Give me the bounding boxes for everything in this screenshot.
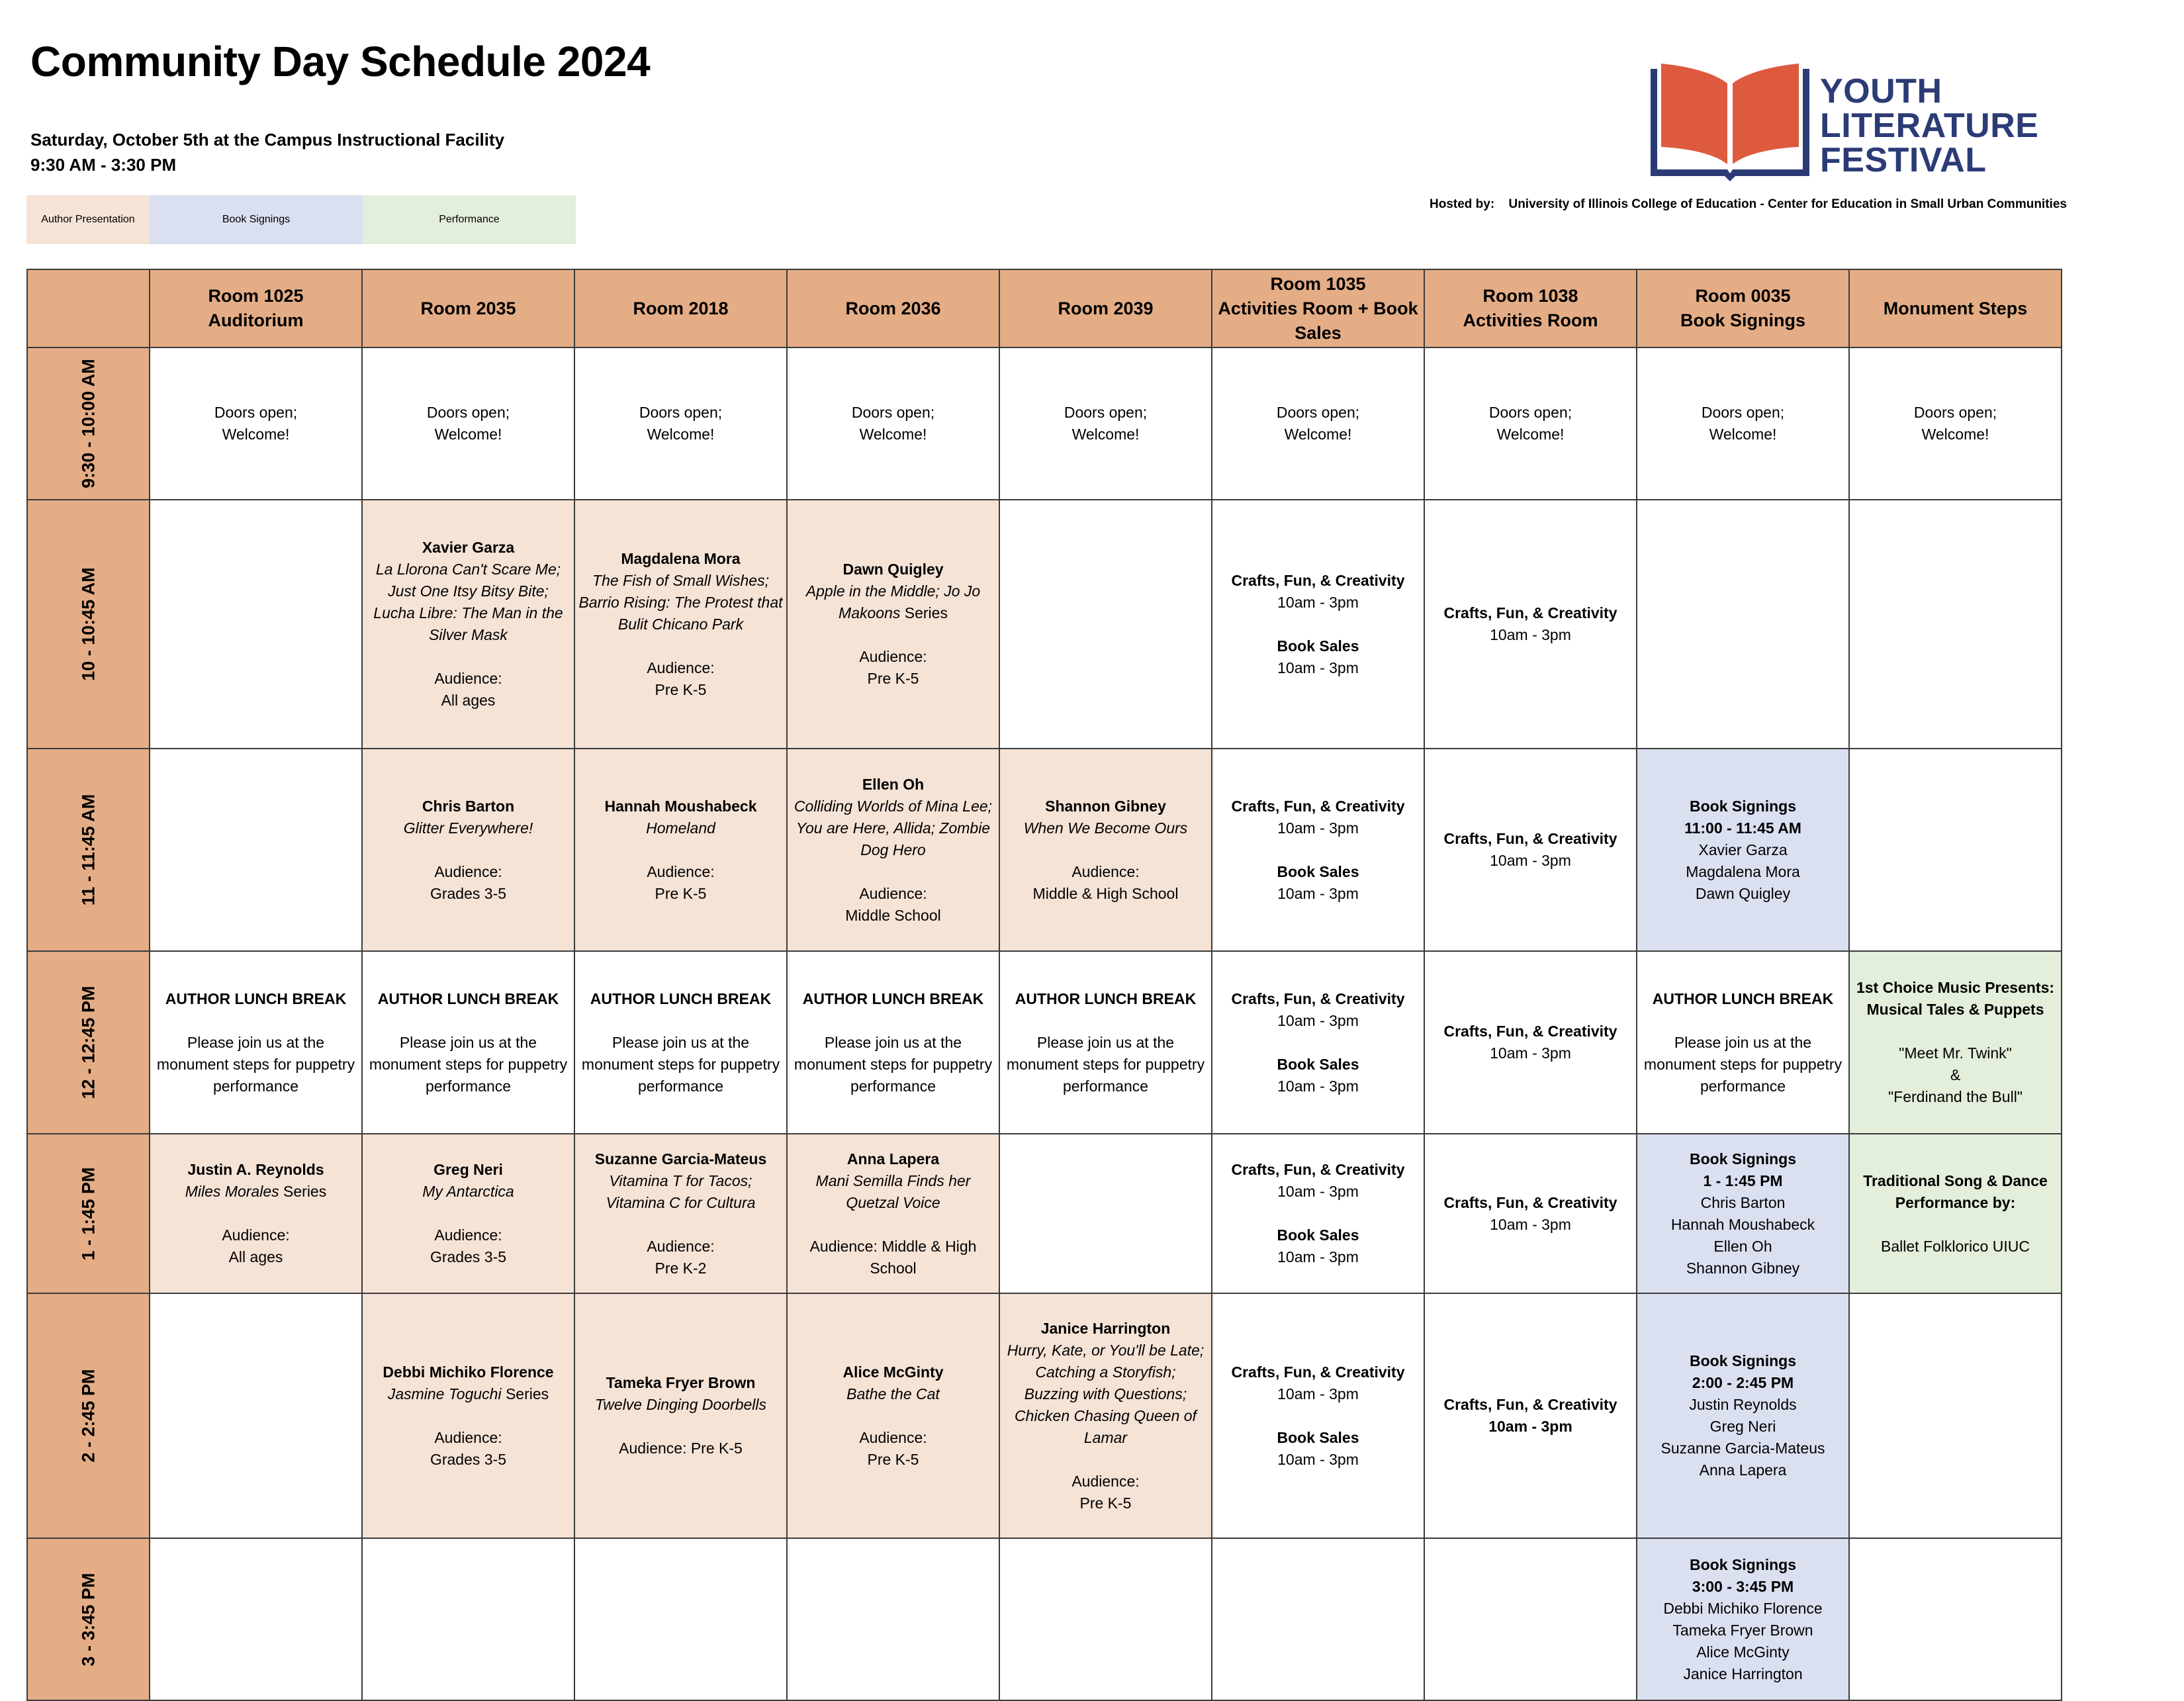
time-slot: 12 - 12:45 PM bbox=[27, 951, 150, 1134]
schedule-cell: Doors open; Welcome! bbox=[787, 347, 999, 500]
schedule-cell bbox=[150, 500, 362, 749]
schedule-table bbox=[26, 269, 2062, 1701]
column-header: Monument Steps bbox=[1849, 269, 2062, 347]
schedule-cell bbox=[999, 1134, 1212, 1293]
schedule-cell: Doors open; Welcome! bbox=[362, 347, 574, 500]
author-session: Tameka Fryer Brown Twelve Dinging Doorbells Audience: Pre K-5 bbox=[574, 1293, 787, 1538]
room-header-row bbox=[27, 269, 2062, 347]
crafts-cell: Crafts, Fun, & Creativity 10am - 3pm bbox=[1424, 951, 1637, 1134]
author-session: Janice Harrington Hurry, Kate, or You'll be Late; Catching a Storyfish; Buzzing with Questions; Chicken Chasing Queen of Lamar Audience: Pre K-5 bbox=[999, 1293, 1212, 1538]
lunch-break-cell: AUTHOR LUNCH BREAK Please join us at the monument steps for puppetry performance bbox=[999, 951, 1212, 1134]
schedule-cell bbox=[1212, 1538, 1424, 1700]
crafts-cell: Crafts, Fun, & Creativity 10am - 3pm bbox=[1424, 749, 1637, 951]
page-title: Community Day Schedule 2024 bbox=[30, 38, 651, 85]
author-session: Justin A. Reynolds Miles Morales Series Audience: All ages bbox=[150, 1134, 362, 1293]
author-session: Shannon Gibney When We Become Ours Audience: Middle & High School bbox=[999, 749, 1212, 951]
book-signing-session: Book Signings 2:00 - 2:45 PM Justin Reynolds Greg Neri Suzanne Garcia-Mateus Anna Lapera bbox=[1637, 1293, 1849, 1538]
time-slot: 3 - 3:45 PM bbox=[27, 1538, 150, 1700]
hosted-by-label: Hosted by: bbox=[1430, 197, 1495, 211]
time-slot: 10 - 10:45 AM bbox=[27, 500, 150, 749]
author-session: Hannah Moushabeck Homeland Audience: Pre K-5 bbox=[574, 749, 787, 951]
time-row bbox=[27, 1293, 2062, 1538]
legend-author-presentation: Author Presentation bbox=[26, 195, 150, 244]
author-session: Suzanne Garcia-Mateus Vitamina T for Tacos; Vitamina C for Cultura Audience: Pre K-2 bbox=[574, 1134, 787, 1293]
crafts-cell: Crafts, Fun, & Creativity 10am - 3pm bbox=[1424, 1134, 1637, 1293]
time-slot: 9:30 - 10:00 AM bbox=[27, 347, 150, 500]
schedule-cell: Doors open; Welcome! bbox=[574, 347, 787, 500]
lunch-break-cell: AUTHOR LUNCH BREAK Please join us at the monument steps for puppetry performance bbox=[1637, 951, 1849, 1134]
event-details bbox=[30, 127, 504, 177]
hosted-by bbox=[1430, 197, 2067, 212]
schedule-cell bbox=[1637, 500, 1849, 749]
column-header: Room 1035 Activities Room + Book Sales bbox=[1212, 269, 1424, 347]
crafts-cell: Crafts, Fun, & Creativity 10am - 3pm Book Sales 10am - 3pm bbox=[1212, 500, 1424, 749]
schedule-cell bbox=[150, 1538, 362, 1700]
time-slot: 1 - 1:45 PM bbox=[27, 1134, 150, 1293]
crafts-cell: Crafts, Fun, & Creativity 10am - 3pm Book Sales 10am - 3pm bbox=[1212, 749, 1424, 951]
schedule-cell bbox=[1849, 749, 2062, 951]
lunch-break-cell: AUTHOR LUNCH BREAK Please join us at the monument steps for puppetry performance bbox=[362, 951, 574, 1134]
column-header: Room 1038 Activities Room bbox=[1424, 269, 1637, 347]
crafts-cell: Crafts, Fun, & Creativity 10am - 3pm bbox=[1424, 1293, 1637, 1538]
schedule-cell bbox=[1849, 1293, 2062, 1538]
author-session: Magdalena Mora The Fish of Small Wishes; Barrio Rising: The Protest that Bulit Chicano Park Audience: Pre K-5 bbox=[574, 500, 787, 749]
schedule-cell: Doors open; Welcome! bbox=[999, 347, 1212, 500]
performance-session: Traditional Song & Dance Performance by: Ballet Folklorico UIUC bbox=[1849, 1134, 2062, 1293]
time-row bbox=[27, 347, 2062, 500]
crafts-cell: Crafts, Fun, & Creativity 10am - 3pm Book Sales 10am - 3pm bbox=[1212, 1134, 1424, 1293]
book-signing-session: Book Signings 3:00 - 3:45 PM Debbi Michiko Florence Tameka Fryer Brown Alice McGinty Janice Harrington bbox=[1637, 1538, 1849, 1700]
color-legend bbox=[26, 195, 576, 244]
time-row bbox=[27, 951, 2062, 1134]
legend-performance: Performance bbox=[363, 195, 576, 244]
schedule-cell bbox=[787, 1538, 999, 1700]
crafts-cell: Crafts, Fun, & Creativity 10am - 3pm Book Sales 10am - 3pm bbox=[1212, 1293, 1424, 1538]
column-header: Room 2036 bbox=[787, 269, 999, 347]
time-slot: 2 - 2:45 PM bbox=[27, 1293, 150, 1538]
schedule-cell: Doors open; Welcome! bbox=[1424, 347, 1637, 500]
time-row bbox=[27, 1134, 2062, 1293]
crafts-cell: Crafts, Fun, & Creativity 10am - 3pm bbox=[1424, 500, 1637, 749]
book-signing-session: Book Signings 1 - 1:45 PM Chris Barton Hannah Moushabeck Ellen Oh Shannon Gibney bbox=[1637, 1134, 1849, 1293]
author-session: Debbi Michiko Florence Jasmine Toguchi Series Audience: Grades 3-5 bbox=[362, 1293, 574, 1538]
time-slot: 11 - 11:45 AM bbox=[27, 749, 150, 951]
festival-logo-text: YOUTH LITERATURE FESTIVAL bbox=[1820, 72, 2039, 179]
author-session: Anna Lapera Mani Semilla Finds her Quetzal Voice Audience: Middle & High School bbox=[787, 1134, 999, 1293]
lunch-break-cell: AUTHOR LUNCH BREAK Please join us at the monument steps for puppetry performance bbox=[574, 951, 787, 1134]
column-header: Room 0035 Book Signings bbox=[1637, 269, 1849, 347]
lunch-break-cell: AUTHOR LUNCH BREAK Please join us at the monument steps for puppetry performance bbox=[150, 951, 362, 1134]
schedule-cell: Doors open; Welcome! bbox=[150, 347, 362, 500]
time-row bbox=[27, 500, 2062, 749]
schedule-cell: Doors open; Welcome! bbox=[1212, 347, 1424, 500]
lunch-break-cell: AUTHOR LUNCH BREAK Please join us at the monument steps for puppetry performance bbox=[787, 951, 999, 1134]
author-session: Alice McGinty Bathe the Cat Audience: Pre K-5 bbox=[787, 1293, 999, 1538]
column-header: Room 2039 bbox=[999, 269, 1212, 347]
author-session: Chris Barton Glitter Everywhere! Audience: Grades 3-5 bbox=[362, 749, 574, 951]
time-line: 9:30 AM - 3:30 PM bbox=[30, 155, 177, 175]
schedule-cell bbox=[999, 500, 1212, 749]
time-row bbox=[27, 1538, 2062, 1700]
schedule-cell bbox=[1849, 1538, 2062, 1700]
author-session: Ellen Oh Colliding Worlds of Mina Lee; You are Here, Allida; Zombie Dog Hero Audience: Middle School bbox=[787, 749, 999, 951]
schedule-cell bbox=[362, 1538, 574, 1700]
performance-session: 1st Choice Music Presents: Musical Tales & Puppets "Meet Mr. Twink" & "Ferdinand the Bull" bbox=[1849, 951, 2062, 1134]
schedule-cell: Doors open; Welcome! bbox=[1849, 347, 2062, 500]
schedule-cell bbox=[1424, 1538, 1637, 1700]
schedule-cell bbox=[999, 1538, 1212, 1700]
schedule-cell bbox=[1849, 500, 2062, 749]
legend-book-signings: Book Signings bbox=[150, 195, 363, 244]
schedule-cell: Doors open; Welcome! bbox=[1637, 347, 1849, 500]
author-session: Dawn Quigley Apple in the Middle; Jo Jo Makoons Series Audience: Pre K-5 bbox=[787, 500, 999, 749]
date-line: Saturday, October 5th at the Campus Instructional Facility bbox=[30, 130, 505, 150]
book-signing-session: Book Signings 11:00 - 11:45 AM Xavier Garza Magdalena Mora Dawn Quigley bbox=[1637, 749, 1849, 951]
time-row bbox=[27, 749, 2062, 951]
author-session: Xavier Garza La Llorona Can't Scare Me; Just One Itsy Bitsy Bite; Lucha Libre: The Man in the Silver Mask Audience: All ages bbox=[362, 500, 574, 749]
column-header: Room 2035 bbox=[362, 269, 574, 347]
host-organization: University of Illinois College of Education - Center for Education in Small Urban Communities bbox=[1508, 197, 2067, 211]
schedule-cell bbox=[574, 1538, 787, 1700]
crafts-cell: Crafts, Fun, & Creativity 10am - 3pm Book Sales 10am - 3pm bbox=[1212, 951, 1424, 1134]
author-session: Greg Neri My Antarctica Audience: Grades 3-5 bbox=[362, 1134, 574, 1293]
column-header: Room 2018 bbox=[574, 269, 787, 347]
schedule-cell bbox=[150, 1293, 362, 1538]
schedule-cell bbox=[150, 749, 362, 951]
column-header: Room 1025 Auditorium bbox=[150, 269, 362, 347]
corner-cell bbox=[27, 269, 150, 347]
